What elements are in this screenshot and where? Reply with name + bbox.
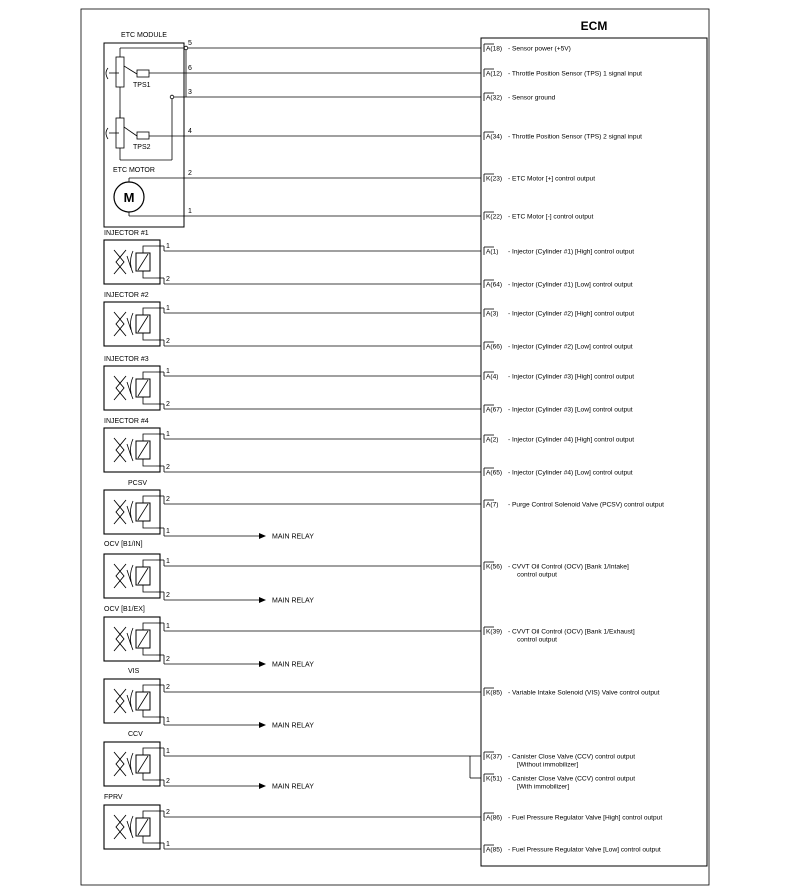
component: [104, 541, 481, 605]
ecm-pin-description-line2: control output: [517, 571, 557, 579]
ecm-pin-description: - ETC Motor [+] control output: [508, 175, 596, 183]
ecm-pin-row: [484, 93, 556, 101]
main-relay-label: MAIN RELAY: [272, 722, 314, 730]
ecm-terminal: A(2): [486, 436, 499, 444]
etc-pin-4: 4: [188, 128, 192, 135]
component-pin: 1: [166, 748, 170, 755]
component: [104, 606, 481, 669]
ecm-pin-description: - Purge Control Solenoid Valve (PCSV) control output: [508, 501, 665, 509]
etc-module-title: ETC MODULE: [121, 32, 167, 39]
component-box: [104, 428, 160, 472]
component-box: [104, 805, 160, 849]
component-label: OCV [B1/IN]: [104, 541, 143, 548]
ecm-pin-description: - Fuel Pressure Regulator Valve [High] control output: [508, 814, 663, 822]
ecm-pin-description: - Injector (Cylinder #4) [High] control output: [508, 436, 635, 444]
ecm-pin-description: - CVVT Oil Control (OCV) [Bank 1/Exhaust]: [508, 628, 635, 636]
ecm-terminal: K(56): [486, 563, 503, 571]
component-pin: 2: [166, 778, 170, 785]
etc-pin-3: 3: [188, 89, 192, 96]
component-label: INJECTOR #2: [104, 292, 149, 299]
ecm-terminal: K(37): [486, 753, 503, 761]
ecm-pin-row: [484, 132, 642, 140]
component-pin: 1: [166, 368, 170, 375]
ecm-pin-row: [484, 174, 595, 182]
component-box: [104, 490, 160, 534]
component-label: PCSV: [128, 480, 148, 487]
component: [104, 794, 481, 849]
etc-pin-2: 2: [188, 170, 192, 177]
ecm-terminal: K(85): [486, 689, 503, 697]
ecm-terminal: A(66): [486, 343, 503, 351]
component-pin: 1: [166, 623, 170, 630]
tps2-label: TPS2: [133, 144, 151, 151]
ecm-pin-description: - Injector (Cylinder #2) [High] control output: [508, 310, 635, 318]
ecm-pin-row: [484, 813, 662, 821]
ecm-pin-description: - Throttle Position Sensor (TPS) 1 signal input: [508, 70, 643, 78]
ecm-pin-description-line2: [Without immobilizer]: [517, 761, 579, 769]
ecm-terminal: K(51): [486, 775, 503, 783]
component-pin: 2: [166, 464, 170, 471]
etc-motor-symbol: M: [123, 190, 135, 205]
ecm-pin-description: - Injector (Cylinder #1) [Low] control output: [508, 281, 633, 289]
ecm-pin-description: - ETC Motor [-] control output: [508, 213, 594, 221]
ecm-terminal: K(23): [486, 175, 503, 183]
ecm-pin-description: - Injector (Cylinder #3) [Low] control output: [508, 406, 633, 414]
component-pin: 2: [166, 809, 170, 816]
main-relay-label: MAIN RELAY: [272, 533, 314, 541]
component-pin: 2: [166, 276, 170, 283]
ecm-pin-description: - Canister Close Valve (CCV) control output: [508, 753, 636, 761]
ecm-pin-description-line2: control output: [517, 636, 557, 644]
ecm-pin-row: [484, 44, 571, 52]
component-pin: 1: [166, 528, 170, 535]
ecm-pin-description: - Canister Close Valve (CCV) control output: [508, 775, 636, 783]
component-pin: 2: [166, 656, 170, 663]
component-pin: 2: [166, 496, 170, 503]
ecm-pin-description: - Variable Intake Solenoid (VIS) Valve control output: [508, 689, 660, 697]
component: [104, 731, 314, 791]
ecm-terminal: A(4): [486, 373, 499, 381]
component-label: INJECTOR #3: [104, 356, 149, 363]
ecm-terminal: K(39): [486, 628, 503, 636]
ecm-terminal: A(1): [486, 248, 499, 256]
ecm-terminal: A(18): [486, 45, 503, 53]
component-label: INJECTOR #4: [104, 418, 149, 425]
component-pin: 1: [166, 558, 170, 565]
component-pin: 2: [166, 401, 170, 408]
ecm-pin-description: - Injector (Cylinder #4) [Low] control output: [508, 469, 633, 477]
component-box: [104, 679, 160, 723]
ecm-box: [481, 38, 707, 866]
tps1-resistor-icon: [116, 57, 124, 87]
ecm-terminal: A(67): [486, 406, 503, 414]
ecm-pin-row: [484, 69, 642, 77]
component: [104, 480, 481, 541]
ecm-pin-description: - Throttle Position Sensor (TPS) 2 signal input: [508, 133, 643, 141]
etc-pin-1: 1: [188, 208, 192, 215]
ecm-terminal: K(22): [486, 213, 503, 221]
etc-pin-6: 6: [188, 65, 192, 72]
ecm-terminal: A(7): [486, 501, 499, 509]
ecm-terminal: A(32): [486, 94, 503, 102]
ecm-pin-description: - CVVT Oil Control (OCV) [Bank 1/Intake]: [508, 563, 629, 571]
component-label: OCV [B1/EX]: [104, 606, 145, 613]
ecm-pin-description: - Injector (Cylinder #3) [High] control output: [508, 373, 635, 381]
etc-pin-5: 5: [188, 40, 192, 47]
component-pin: 2: [166, 684, 170, 691]
ecm-terminal: A(12): [486, 70, 503, 78]
ecm-terminal: A(3): [486, 310, 499, 318]
component-box: [104, 366, 160, 410]
ecm-terminal: A(65): [486, 469, 503, 477]
etc-motor-label: ETC MOTOR: [113, 167, 155, 174]
component-pin: 1: [166, 305, 170, 312]
component-label: INJECTOR #1: [104, 230, 149, 237]
ecm-pin-description: - Sensor power (+5V): [508, 45, 571, 53]
component-box: [104, 554, 160, 598]
component-label: CCV: [128, 731, 143, 738]
ecm-pin-row: [484, 212, 594, 220]
component: [104, 292, 481, 346]
component-pin: 1: [166, 243, 170, 250]
ecm-pin-row: [484, 845, 661, 853]
ecm-terminal: A(86): [486, 814, 503, 822]
component: [104, 418, 481, 472]
component-box: [104, 742, 160, 786]
ecm-title: ECM: [580, 19, 608, 33]
etc-module: [104, 32, 481, 227]
component-pin: 1: [166, 717, 170, 724]
ecm-pin-description: - Injector (Cylinder #2) [Low] control output: [508, 343, 633, 351]
component-pin: 1: [166, 431, 170, 438]
component-label: FPRV: [104, 794, 123, 801]
component: [104, 668, 481, 730]
component-box: [104, 302, 160, 346]
main-relay-label: MAIN RELAY: [272, 783, 314, 791]
component-label: VIS: [128, 668, 140, 675]
ecm-pin-description: - Sensor ground: [508, 94, 556, 102]
ecm-pin-row: [484, 500, 664, 508]
component-pin: 1: [166, 841, 170, 848]
component-box: [104, 240, 160, 284]
main-relay-label: MAIN RELAY: [272, 597, 314, 605]
component-pin: 2: [166, 338, 170, 345]
ecm-terminal: A(85): [486, 846, 503, 854]
ecm-pin-description: - Fuel Pressure Regulator Valve [Low] control output: [508, 846, 661, 854]
component: [104, 356, 481, 410]
ecm-pin-description-line2: [With immobilizer]: [517, 783, 570, 791]
component-box: [104, 617, 160, 661]
component: [104, 230, 481, 284]
ecm-pin-row: [484, 688, 660, 696]
ecm-terminal: A(64): [486, 281, 503, 289]
main-relay-label: MAIN RELAY: [272, 661, 314, 669]
ecm-terminal: A(34): [486, 133, 503, 141]
ccv-branch: [164, 756, 481, 778]
component-pin: 2: [166, 592, 170, 599]
ecm-pin-description: - Injector (Cylinder #1) [High] control output: [508, 248, 635, 256]
tps1-label: TPS1: [133, 82, 151, 89]
